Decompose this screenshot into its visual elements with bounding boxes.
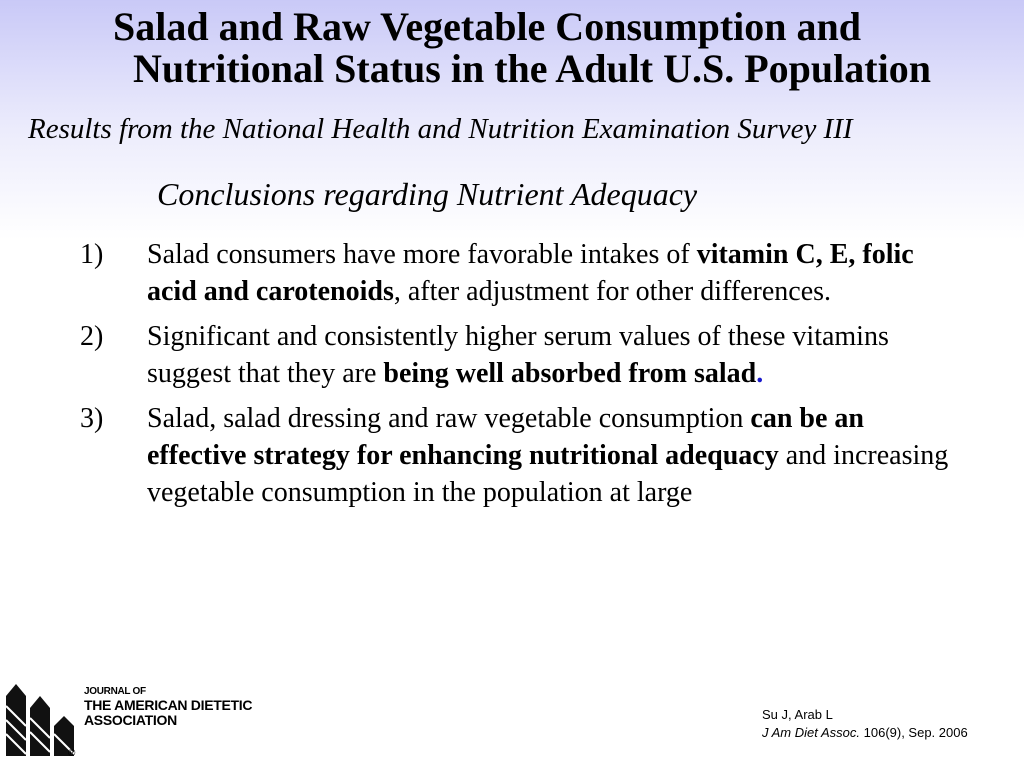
- conclusion-text: [147, 236, 950, 310]
- citation-authors: Su J, Arab L: [762, 707, 833, 722]
- conclusion-emphasis: being well absorbed from salad: [383, 358, 757, 389]
- conclusion-number: 1): [80, 239, 104, 270]
- logo-line-3: ASSOCIATION: [84, 712, 177, 728]
- registered-mark: ®: [68, 748, 76, 759]
- conclusion-text-part: Significant and consistently higher serum values of these vitamins suggest that they are: [147, 321, 889, 389]
- citation-journal: J Am Diet Assoc.: [762, 725, 861, 740]
- citation-source: [762, 724, 968, 742]
- slide-title: [0, 6, 1024, 90]
- conclusion-item-2: [80, 318, 950, 392]
- slide-title-line-2: Nutritional Status in the Adult U.S. Population: [133, 46, 931, 91]
- slide-subtitle: Results from the National Health and Nutrition Examination Survey III: [28, 113, 853, 145]
- conclusion-number: 2): [80, 321, 104, 352]
- slide-title-line-1: Salad and Raw Vegetable Consumption and: [113, 4, 861, 49]
- logo-line-1: JOURNAL OF: [84, 686, 146, 697]
- conclusion-text: [147, 400, 950, 511]
- conclusion-text: [147, 318, 950, 392]
- section-heading: Conclusions regarding Nutrient Adequacy: [157, 176, 698, 212]
- citation: [762, 706, 968, 742]
- conclusion-text-part: , after adjustment for other differences.: [393, 276, 832, 307]
- conclusion-emphasis: can be an effective strategy for enhancing nutritional adequacy: [147, 403, 864, 471]
- conclusion-text-part: Salad consumers have more favorable intakes of: [147, 239, 697, 270]
- conclusion-text-part: and increasing vegetable consumption in the population at large: [147, 440, 949, 508]
- conclusions-list: [80, 236, 950, 519]
- conclusion-end-dot: .: [756, 358, 764, 389]
- journal-logo: [4, 676, 264, 764]
- logo-line-2: THE AMERICAN DIETETIC: [84, 697, 253, 713]
- citation-details: 106(9), Sep. 2006: [860, 725, 968, 740]
- conclusion-item-3: [80, 400, 950, 511]
- conclusion-text-part: Salad, salad dressing and raw vegetable consumption: [147, 403, 751, 434]
- logo-wordmark: [84, 686, 252, 728]
- conclusion-emphasis: vitamin C, E, folic acid and carotenoids: [147, 239, 914, 307]
- conclusion-item-1: [80, 236, 950, 310]
- conclusion-number: 3): [80, 403, 104, 434]
